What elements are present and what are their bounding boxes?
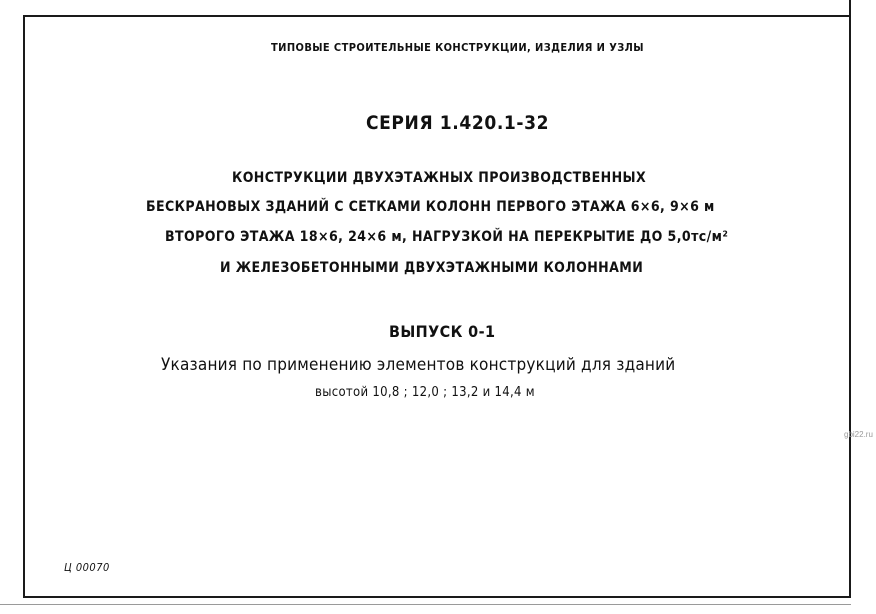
- title-line-4: И ЖЕЛЕЗОБЕТОННЫМИ ДВУХЭТАЖНЫМИ КОЛОННАМИ: [220, 260, 644, 276]
- sheet-frame: [23, 15, 851, 598]
- series-number: СЕРИЯ 1.420.1-32: [366, 112, 550, 134]
- description-line-2: высотой 10,8 ; 12,0 ; 13,2 и 14,4 м: [315, 385, 535, 400]
- issue-number: ВЫПУСК 0-1: [389, 322, 496, 341]
- title-line-2: БЕСКРАНОВЫХ ЗДАНИЙ С СЕТКАМИ КОЛОНН ПЕРВОГО ЭТАЖА 6×6, 9×6 м: [146, 199, 715, 215]
- title-line-3: ВТОРОГО ЭТАЖА 18×6, 24×6 м, НАГРУЗКОЙ НА ПЕРЕКРЫТИЕ ДО 5,0тс/м²: [165, 229, 729, 245]
- bottom-rule: [0, 604, 851, 605]
- description-line-1: Указания по применению элементов конструкций для зданий: [161, 355, 676, 375]
- frame-tick-mark: [849, 0, 851, 17]
- watermark: gbi22.ru: [844, 430, 873, 439]
- document-code: Ц 00070: [64, 561, 110, 574]
- document-header: ТИПОВЫЕ СТРОИТЕЛЬНЫЕ КОНСТРУКЦИИ, ИЗДЕЛИЯ И УЗЛЫ: [271, 41, 644, 54]
- title-line-1: КОНСТРУКЦИИ ДВУХЭТАЖНЫХ ПРОИЗВОДСТВЕННЫХ: [232, 170, 647, 186]
